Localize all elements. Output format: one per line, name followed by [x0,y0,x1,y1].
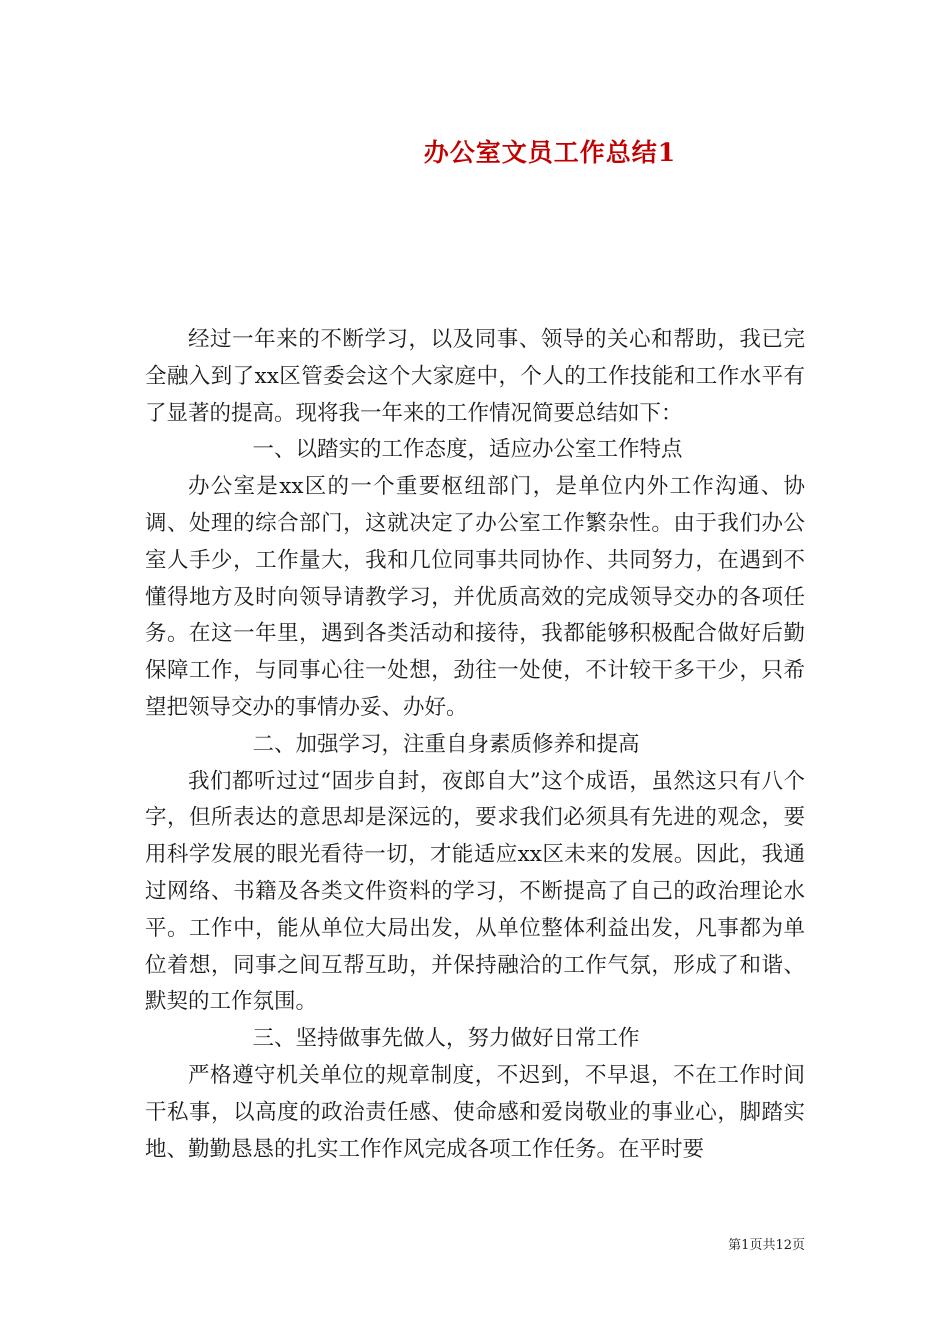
document-title: 办公室文员工作总结1 [423,138,677,167]
section-heading-3: 三、坚持做事先做人，努力做好日常工作 [252,1026,640,1052]
intro-paragraph: 经过一年来的不断学习，以及同事、领导的关心和帮助，我已完全融入到了xx区管委会这个大家庭中，个人的工作技能和工作水平有了显著的提高。现将我一年来的工作情况简要总结如下： [145,327,805,426]
section-heading-2: 二、加强学习，注重自身素质修养和提高 [252,731,640,757]
page-number: 第1页共12页 [728,1238,805,1253]
section-paragraph-2: 我们都听过过“固步自封，夜郎自大”这个成语，虽然这只有八个字，但所表达的意思却是深远的，要求我们必须具有先进的观念，要用科学发展的眼光看待一切，才能适应xx区未来的发展。因此，我通过网络、书籍及各类文件资料的学习，不断提高了自己的政治理论水平。工作中，能从单位大局出发，从单位整体利益出发，凡事都为单位着想，同事之间互帮互助，并保持融洽的工作气氛，形成了和谐、默契的工作氛围。 [145,768,805,1015]
section-paragraph-3: 严格遵守机关单位的规章制度，不迟到，不早退，不在工作时间干私事，以高度的政治责任感、使命感和爱岗敬业的事业心，脚踏实地、勤勤恳恳的扎实工作作风完成各项工作任务。在平时要 [145,1062,805,1162]
section-heading-1: 一、以踏实的工作态度，适应办公室工作特点 [252,437,683,463]
document-body [145,322,805,1168]
section-paragraph-1: 办公室是xx区的一个重要枢纽部门，是单位内外工作沟通、协调、处理的综合部门，这就决定了办公室工作繁杂性。由于我们办公室人手少，工作量大，我和几位同事共同协作、共同努力，在遇到不懂得地方及时向领导请教学习，并优质高效的完成领导交办的各项任务。在这一年里，遇到各类活动和接待，我都能够积极配合做好后勤保障工作，与同事心往一处想，劲往一处使，不计较干多干少，只希望把领导交办的事情办妥、办好。 [145,474,805,720]
